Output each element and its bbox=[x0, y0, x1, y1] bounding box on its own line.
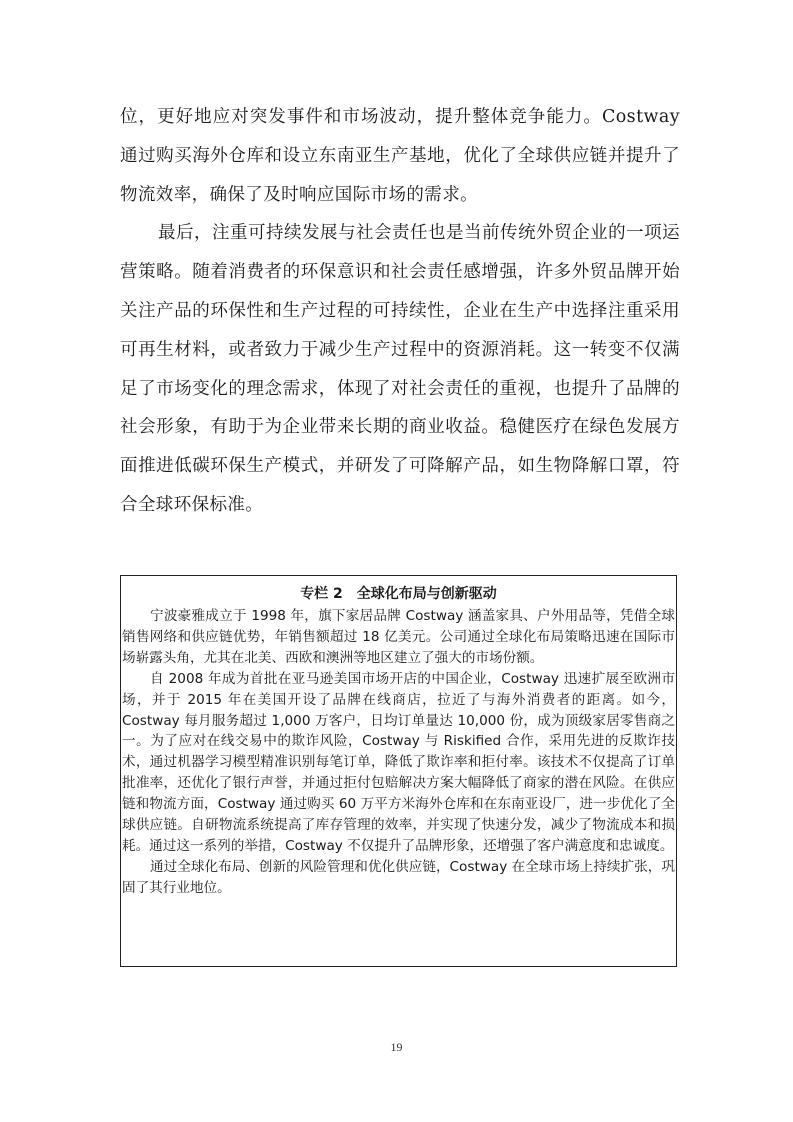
case-study-box bbox=[120, 575, 677, 967]
case-study-paragraph: 宁波豪雅成立于 1998 年，旗下家居品牌 Costway 涵盖家具、户外用品等，凭借全球销售网络和供应链优势，年销售额超过 18 亿美元。公司通过全球化布局策略迅速在国际市场崭露头角，尤其在北美、西欧和澳洲等地区建立了强大的市场份额。 bbox=[122, 608, 675, 666]
paragraph-continuation: 位，更好地应对突发事件和市场波动，提升整体竞争能力。Costway 通过购买海外仓库和设立东南亚生产基地，优化了全球供应链并提升了物流效率，确保了及时响应国际市场的需求。 bbox=[120, 107, 680, 205]
body-text bbox=[120, 98, 680, 525]
case-study-title: 专栏 2 全球化布局与创新驱动 bbox=[300, 586, 497, 602]
case-study-paragraph: 自 2008 年成为首批在亚马逊美国市场开店的中国企业，Costway 迅速扩展至欧洲市场，并于 2015 年在美国开设了品牌在线商店，拉近了与海外消费者的距离。如今，Costway 每月服务超过 1,000 万客户，日均订单量达 10,000 份，成为顶级家居零售商之一。为了应对在线交易中的欺诈风险，Costway 与 Riskified 合作，采用先进的反欺诈技术，通过机器学习模型精准识别每笔订单，降低了欺诈率和拒付率。该技术不仅提高了订单批准率，还优化了银行声誉，并通过拒付包赔解决方案大幅降低了商家的潜在风险。在供应链和物流方面，Costway 通过购买 60 万平方米海外仓库和在东南亚设厂，进一步优化了全球供应链。自研物流系统提高了库存管理的效率，并实现了快速分发，减少了物流成本和损耗。通过这一系列的举措，Costway 不仅提升了品牌形象，还增强了客户满意度和忠诚度。 bbox=[122, 670, 675, 854]
paragraph-sustainability: 最后，注重可持续发展与社会责任也是当前传统外贸企业的一项运营策略。随着消费者的环保意识和社会责任感增强，许多外贸品牌开始关注产品的环保性和生产过程的可持续性，企业在生产中选择注重采用可再生材料，或者致力于减少生产过程中的资源消耗。这一转变不仅满足了市场变化的理念需求，体现了对社会责任的重视，也提升了品牌的社会形象，有助于为企业带来长期的商业收益。稳健医疗在绿色发展方面推进低碳环保生产模式，并研发了可降解产品，如生物降解口罩，符合全球环保标准。 bbox=[120, 223, 680, 515]
page-number: 19 bbox=[390, 1040, 403, 1054]
case-study-paragraph: 通过全球化布局、创新的风险管理和优化供应链，Costway 在全球市场上持续扩张，巩固了其行业地位。 bbox=[122, 858, 675, 896]
